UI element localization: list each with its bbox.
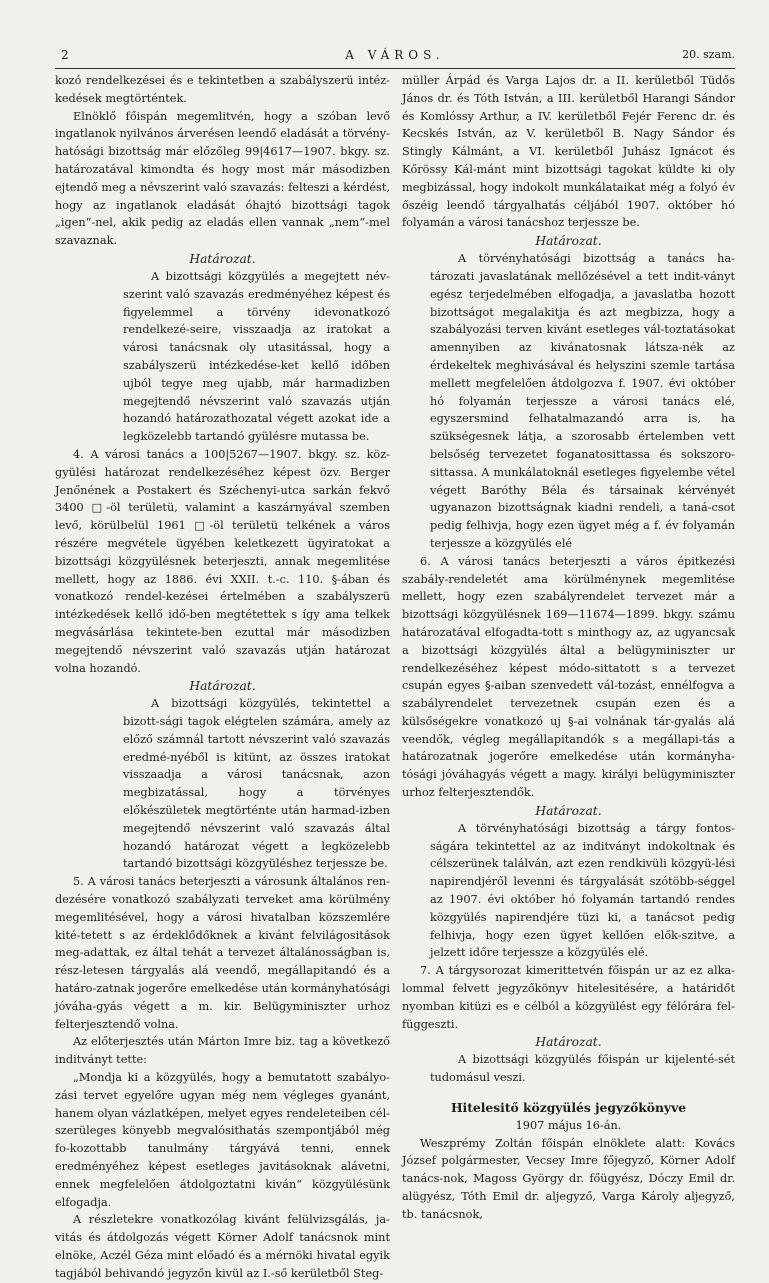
paragraph: 6. A városi tanács beterjeszti a város épitkezési szabály-rendeletét ama körülménynek megemlitése mellett, hogy ezen szabályrendelet tervezet már a bizottsági közgyülésnek 169—11674—1899. bkgy. számu határozatával elfogadta-tott s minthogy az, az ugyancsak a bizottsági közgyülés által a belügyminiszter ur rendelkezéséhez képest módo-sittatott s a tervezet csupán egyes §-aiban szenvedett vál-tozást, ennélfogva a szabályrendelet tervezetnek csupán ezen és a külsőségekre vonatkozó uj §-ai volnának tár-gyalás alá veendők, végleg megállapitandók s a megállapi-tás a határozatnak jogerőre emelkedése után kormányha-tósági jóváhagyás végett a magy. királyi belügyminiszter urhoz felterjesztendők. <box>402 554 735 800</box>
resolution-paragraph: A törvényhatósági bizottság a tárgy fontos-ságára tekintettel az az inditványt indokoltnak és célszerünek találván, azt ezen rendkivüli közgyü-lési napirendjéről levenni és tárgyalását szótöbb-séggel az 1907. évi október hó folyamán tartandó rendes közgyülés napirendjére tüzi ki, a tanácsot pedig felhivja, hogy ezen ügyet kellően elők-szitve, a jelzett időre terjessze a közgyülés elé. <box>430 821 735 960</box>
resolution-heading: Határozat. <box>189 251 256 266</box>
resolution-paragraph: A bizottsági közgyülés a megejtett név-szerint való szavazás eredményéhez képest és figyelemmel a törvény idevonatkozó rendelkezé-seire, visszaadja az iratokat a városi tanácsnak oly utasitással, hogy a szabályszerü intézkedése-ket kellő időben ujból tegye meg ujabb, már harmadizben megejtendő névszerint való szavazás utján hozandó határozathozatal végett azokat ide a legközelebb tartandó gyülésre mutassa be. <box>123 269 390 444</box>
paragraph: Elnöklő főispán megemlitvén, hogy a szóban levő ingatlanok nyilvános árverésen leendő eladását a törvény-hatósági bizottság már előzőleg 99|4617—1907. bkgy. sz. határozatával kimondta és hogy most már másodizben ejtendő meg a névszerint való szavazás: felteszi a kérdést, hogy az ingatlanok eladását óhajtó bizottsági tagok „igen“-nel, akik pedig az eladás ellen vannak „nem“-mel szavaznak. <box>55 109 390 248</box>
right-column <box>402 72 735 1224</box>
section-title: Hitelesitő közgyülés jegyzőkönyve <box>450 1100 687 1116</box>
paragraph: Weszprémy Zoltán főispán elnöklete alatt: Kovács József polgármester, Vecsey Imre főjegyző, Körner Adolf tanács-nok, Magoss György dr. főügyész, Dóczy Emil dr. alügyész, Tóth Emil dr. aljegyző, Varga Károly aljegyző, tb. tanácsnok, <box>402 1136 735 1221</box>
page-number: 2 <box>61 48 69 62</box>
resolution-heading: Határozat. <box>535 803 602 818</box>
resolution-heading: Határozat. <box>535 234 602 249</box>
paragraph: 7. A tárgysorozat kimerittetvén főispán ur az ez alka-lommal felvett jegyzőkönyv hitelesitésére, a határidőt nyomban kitüzi es e célból a közgyülést egy félórára fel-függeszti. <box>402 964 735 1031</box>
resolution-paragraph: A bizottsági közgyülés főispán ur kijelenté-sét tudomásul veszi. <box>430 1053 735 1085</box>
paragraph: Az előterjesztés után Márton Imre biz. tag a következő inditványt tette: <box>55 1035 390 1067</box>
left-column <box>55 72 390 1283</box>
publication-title: A VÁROS. <box>345 48 445 62</box>
section-date: 1907 május 16-án. <box>515 1118 622 1132</box>
resolution-heading: Határozat. <box>189 679 256 694</box>
resolution-heading: Határozat. <box>535 1035 602 1050</box>
resolution-paragraph: A bizottsági közgyülés, tekintettel a bizott-sági tagok elégtelen számára, amely az előző számnál tartott névszerint való szavazás eredmé-nyéből is kitünt, az összes iratokat visszaadja a városi tanácsnak, azon megbizatással, hogy a törvényes előkészületek megtörténte után harmad-izben megejtendő névszerint való szavazás által hozandó határozat végett a legközelebb tartandó bizottsági közgyüléshez terjessze be. <box>123 697 390 871</box>
quote-paragraph: „Mondja ki a közgyülés, hogy a bemutatott szabályo-zási tervet egyelőre ugyan még nem végleges gyanánt, hanem olyan vázlatképen, melyet egyes rendeleteiben cél-szerüleges könyebb megvalósithatás szempontjából még fo-kozottabb tanulmány tárgyává tenni, ennek eredményéhez képest esetleges javitásoknak alávetni, ennek megfelelően átdolgoztatni kiván“ közgyülésünk elfogadja. <box>55 1071 390 1209</box>
header-rule <box>55 68 735 69</box>
paragraph: kozó rendelkezései és e tekintetben a szabályszerü intéz-kedések megtörténtek. <box>55 74 390 105</box>
issue-number: 20. szam. <box>682 48 735 61</box>
paragraph: 5. A városi tanács beterjeszti a városunk általános ren-dezésére vonatkozó szabályzati terveket ama körülmény megemlitésével, hogy a városi hivatalban közszemlére kité-tetett s az érdeklődőknek a kivánt felvilágositások meg-adattak, ez által tehát a tervezet általánosságban is, rész-letesen tárgyalás alá veendő, megállapitandó és a határo-zatnak jogerőre emelkedése után kormányhatósági jóváha-gyás végett a m. kir. Belügyminiszter urhoz felterjesztendő volna. <box>55 875 390 1031</box>
page-header <box>55 46 735 66</box>
paragraph: müller Árpád és Varga Lajos dr. a II. kerületből Tüdős János dr. és Tóth István, a III. kerületből Harangi Sándor és Komlóssy Arthur, a IV. kerületből Fejér Ferenc dr. és Kecskés István, az V. kerületből B. Nagy Sándor és Stingly Kálmánt, a VI. kerületből Juhász Ignácot és Kőrössy Kál-mánt mint bizottsági tagokat küldte ki oly megbizással, hogy indokolt munkálataikat még a folyó év őszéig leendő tárgyalhatás céljából 1907. október hó folyamán a városi tanácshoz terjessze be. <box>402 74 735 230</box>
resolution-paragraph: A törvényhatósági bizottság a tanács ha-tározati javaslatának mellőzésével a tett indit-ványt egész terjedelmében elfogadja, a javaslatba hozott bizottságot megalakitja és azt megbizza, hogy a szabályozási terven kivánt esetleges vál-toztatásokat amennyiben az kivánatosnak látsza-nék az érdekeltek meghivásával és helyszini szemle tartása mellett megfelelően átdolgozva f. 1907. évi október hó folyamán terjessze a városi tanács elé, egyszersmind felhatalmazandó arra is, ha szükségesnek látja, a szorosabb értelemben vett belsőség tervezetet foganatosittassa és sokszoro-sittassa. A munkálatoknál esetleges figyelembe vétel végett Baróthy Béla és társainak kérvényét ugyanazon bizottságnak kiadni rendeli, a taná-csot pedig felhivja, hogy ezen ügyet még a f. év folyamán terjessze a közgyülés elé <box>430 252 735 550</box>
paragraph: 4. A városi tanács a 100|5267—1907. bkgy. sz. köz-gyülési határozat rendelkezéséhez képest özv. Berger Jenőnének a Postakert és Széchenyi-utca sarkán fekvő 3400 □-öl területü, valamint a kaszárnyával szemben levő, körülbelül 1961 □-öl területü telkének a város részére megvétele ügyében keletkezett ügyiratokat a bizottsági közgyülésnek beterjeszti, annak megemlitése mellett, hogy az 1886. évi XXII. t.-c. 110. §-ában és vonatkozó rendel-kezései értelmében a szabályszerü intézkedések kellő idő-ben megtétettek s így ama telkek megvásárlása tekintete-ben ezuttal már másodizben megejtendő névszerint való szavazás utján határozat volna hozandó. <box>55 447 390 675</box>
paragraph: A részletekre vonatkozólag kivánt felülvizsgálás, ja-vitás és átdolgozás végett Körner Adolf tanácsnok mint elnöke, Aczél Géza mint előadó és a mérnöki hivatal egyik tagjából behivandó jegyzőn kivül az I.-ső kerületből Steg- <box>55 1213 390 1280</box>
